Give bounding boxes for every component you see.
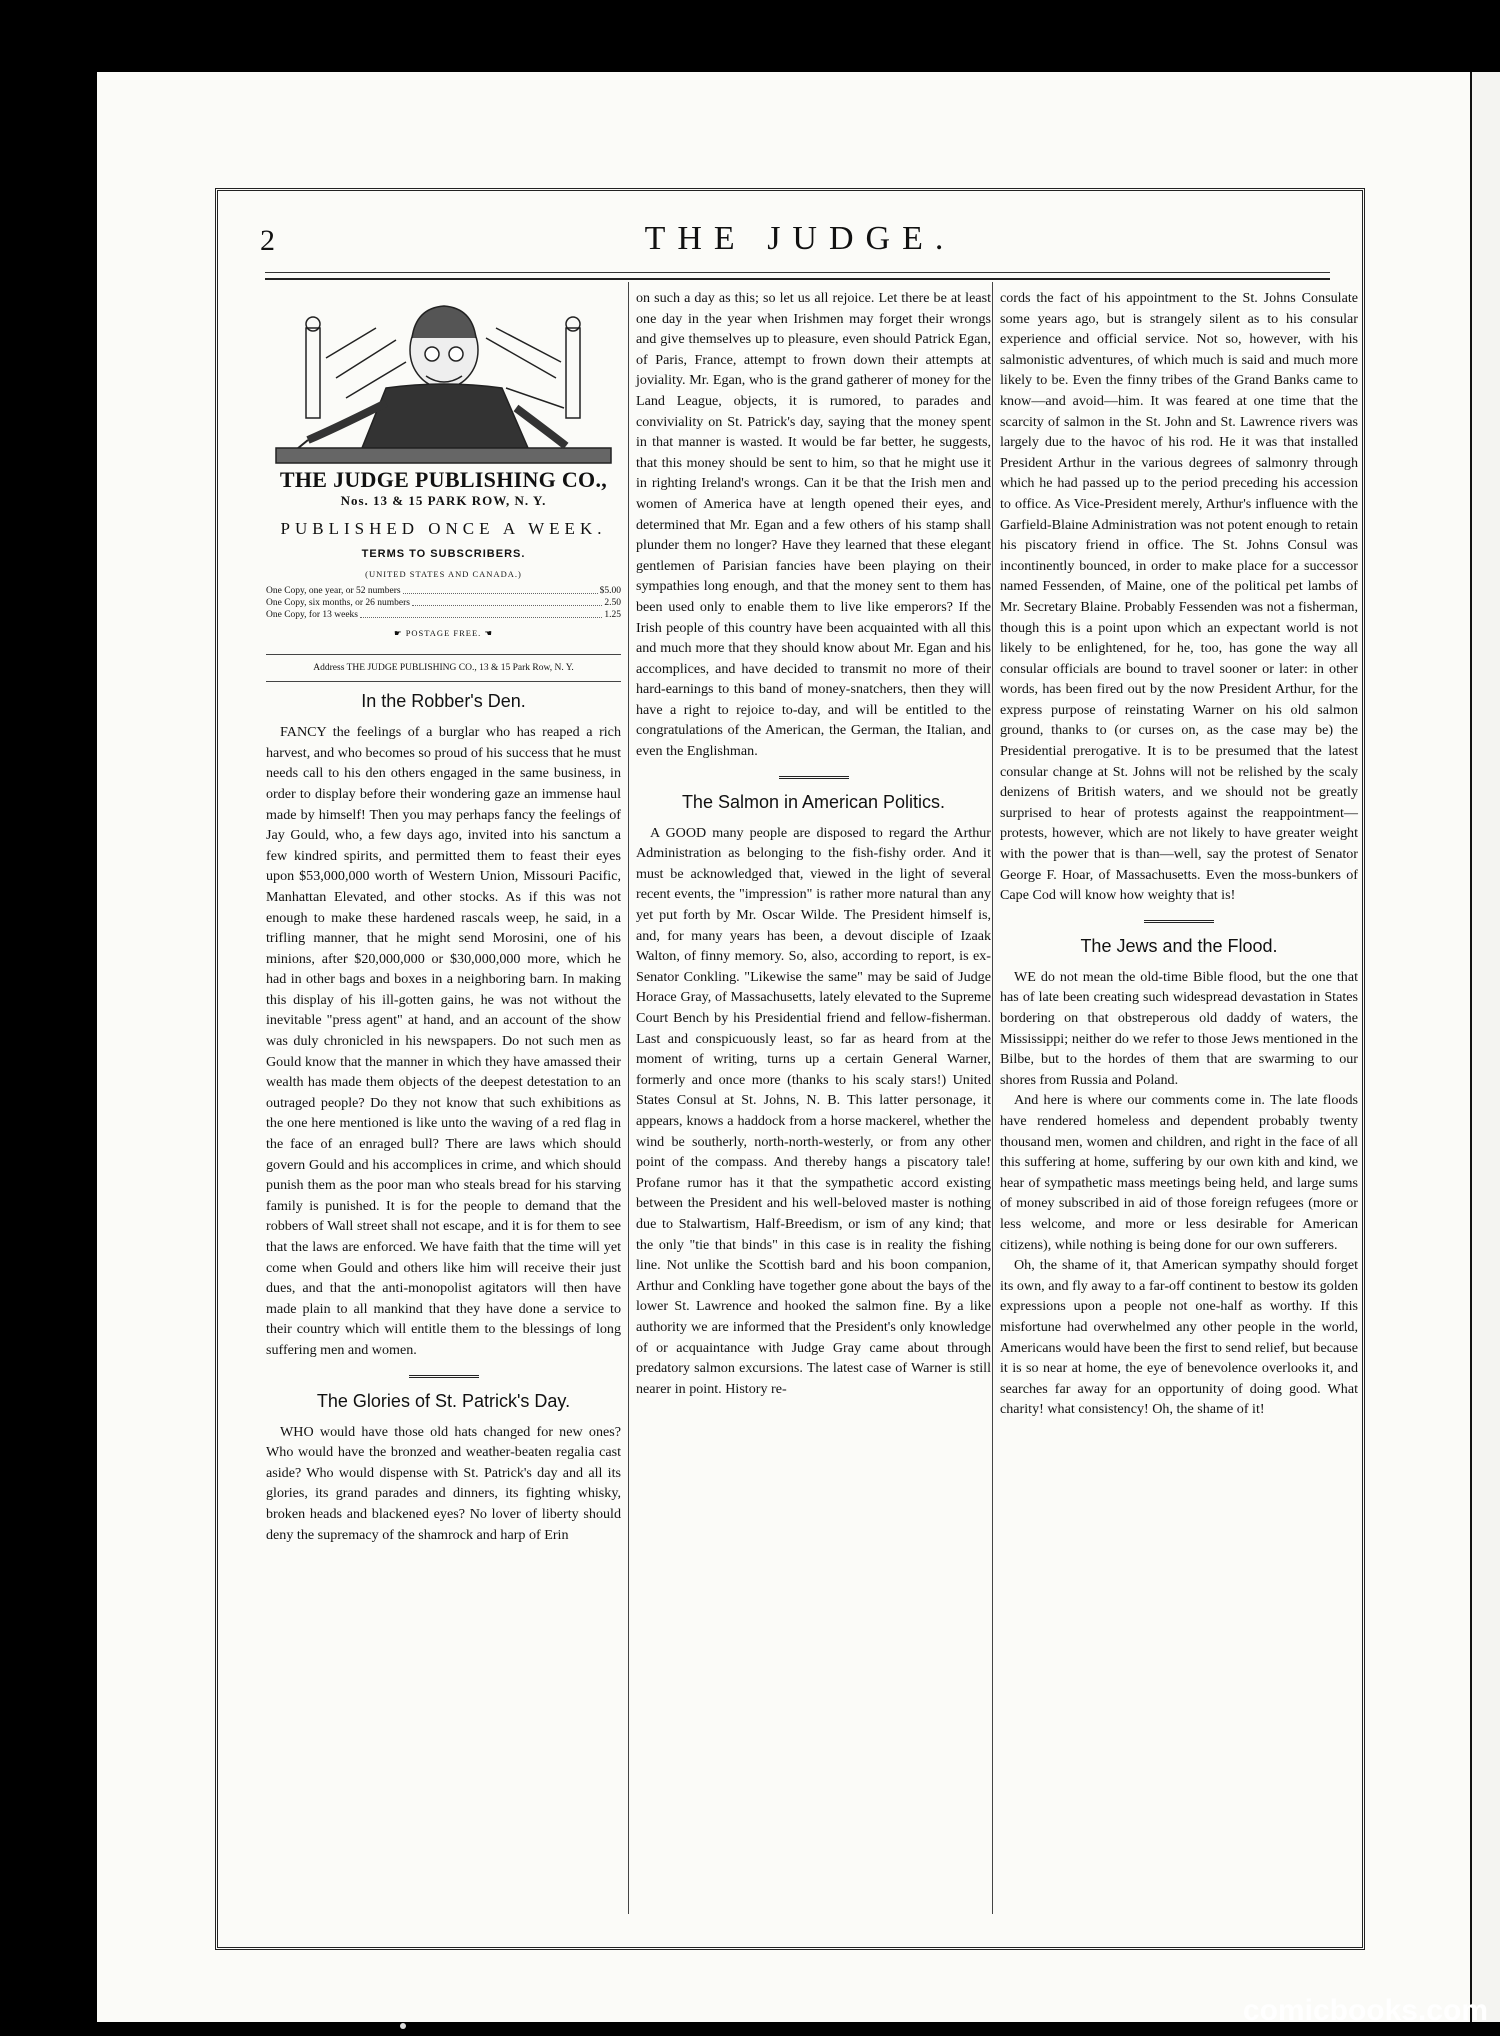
leader-dots [403, 585, 598, 594]
rate-label: One Copy, six months, or 26 numbers [266, 597, 410, 608]
scan-speck [400, 2023, 406, 2029]
pointing-hand-icon: ☚ [481, 627, 494, 638]
section-divider [779, 776, 849, 781]
column-3 [1000, 288, 1358, 1420]
section-divider [409, 1375, 479, 1380]
article-body-salmon: A GOOD many people are disposed to regard the Arthur Administration as belonging to the fish-fishy order. And it must be acknowledged that, viewed in the light of several recent events, the "impression" is rather more natural than any yet put forth by Mr. Oscar Wilde. The President himself is, and, for many years has been, a devout disciple of Izaak Walton, of finny memory. So, also, according to report, is ex-Senator Conkling. "Likewise the same" may be said of Judge Horace Gray, of Massachusetts, lately elevated to the Supreme Court Bench by his Presidential friend and fellow-fisherman. Last and conspicuously least, so far as heard from at the moment of writing, turns up a certain General Warner, formerly and once more (thanks to his scaly stars!) United States Consul at St. Johns, N. B. This latter personage, it appears, knows a haddock from a horse mackerel, whether the wind be southerly, north-north-westerly, or from any other point of the compass. And thereby hangs a piscatory tale! Profane rumor has it that the sympathetic accord existing between the President and his well-beloved master is nothing due to Stalwartism, Half-Breedism, or ism of any kind; that the only "tie that binds" in this case is in reality the fishing line. Not unlike the Scottish bard and his boon companion, Arthur and Conkling have together gone about the bays of the lower St. Lawrence and hooked the salmon fine. By a like authority we are informed that the President's only knowledge of or acquaintance with Judge Gray came about through predatory salmon excursions. The latest case of Warner is still nearer in point. History re- [636, 824, 991, 1397]
masthead-rule-double [265, 278, 1330, 280]
postage-text: POSTAGE FREE. [405, 627, 482, 638]
subscription-rate [266, 585, 621, 597]
article-body-jews-flood-p3: Oh, the shame of it, that American sympathy should forget its own, and fly away to a far-off continent to bestow its golden expressions upon a people not one-half as worthy. If this misfortune had overwhelmed any other people in the world, Americans would have been the first to send relief, but because it is so near at home, the eye of benevolence overlooks it, and searches far away for an opportunity of doing good. What charity! what consistency! Oh, the shame of it! [1000, 1257, 1358, 1418]
postage-note [266, 623, 621, 644]
article-body-salmon-continued: cords the fact of his appointment to the St. Johns Consulate some years ago, but is strangely silent as to his consular experience and official service. Not so, however, with his salmonistic adventures, of which much is said and much more likely to be. Even the finny tribes of the Grand Banks came to know—and avoid—him. It was feared at one time that the scarcity of salmon in the St. John and St. Lawrence rivers was largely due to the havoc of his rod. He it was that installed President Arthur in the various degrees of salmonry through which he had passed up to the period preceding his accession to office. As Vice-President merely, Arthur's influence with the Garfield-Blaine Administration was not potent enough to retain his piscatory friend in office. The St. Johns Consul was incontinently bounced, in order to make place for a successor named Fessenden, of Maine, one of the political pet lambs of Mr. Secretary Blaine. Probably Fessenden was not a fisherman, though this is a point upon which an expectant world is not likely to be enlightened, for he, too, has gone the way all consular officials are bound to travel sooner or later: in other words, has been fired out by the now President Arthur, for the express purpose of reinstating Warner on his old salmon ground, thanks to (or curses on, as the case may be) the Presidential prerogative. It is to be presumed that the latest consular change at St. Johns will not be relished by the scaly denizens of British waters, and we should not be greatly surprised to hear of protests against the reappointment—protests, however, which are not likely to have greater weight with the power that is than—well, say the protest of Senator George F. Hoar, of Massachusetts. Even the moss-bunkers of Cape Cod will know how weighty that is! [1000, 290, 1358, 904]
masthead-title: THE JUDGE. [644, 220, 956, 257]
rate-label: One Copy, one year, or 52 numbers [266, 585, 401, 596]
rate-price: 2.50 [604, 597, 621, 608]
article-body-jews-flood-p2: And here is where our comments come in. The late floods have rendered homeless and dependent probably twenty thousand men, women and children, and right in the face of all this suffering at home, suffering by our own kith and kind, we hear of sympathetic mass meetings being held, and large sums of money subscribed in aid of those foreign refugees (more or less welcome, and more or less desirable for American citizens), while nothing is being done for our own sufferers. [1000, 1092, 1358, 1253]
column-1 [266, 288, 621, 1545]
leader-dots [412, 597, 602, 606]
rate-label: One Copy, for 13 weeks [266, 609, 358, 620]
column-2 [636, 288, 991, 1399]
subscription-rate [266, 597, 621, 609]
subscription-rate [266, 609, 621, 621]
site-watermark: comicbooks.com [1242, 1994, 1488, 2027]
page-number: 2 [260, 224, 275, 257]
rate-price: $5.00 [599, 585, 621, 596]
pointing-hand-icon: ☛ [393, 627, 406, 638]
judge-writing-at-desk-illustration [266, 288, 621, 468]
article-title-jews-flood: The Jews and the Flood. [1080, 935, 1278, 956]
terms-subheading: (UNITED STATES AND CANADA.) [365, 569, 522, 580]
article-title-robbers-den: In the Robber's Den. [361, 691, 526, 712]
article-body-robbers-den: FANCY the feelings of a burglar who has reaped a rich harvest, and who becomes so proud of his success that he must needs call to his den others engaged in the same business, in order to display before their wondering gaze an immense haul made by himself! Then you may perhaps fancy the feelings of Jay Gould, who, a few days ago, invited into his sanctum a few kindred spirits, and permitted them to feast their eyes upon $53,000,000 worth of Western Union, Missouri Pacific, Manhattan Elevated, and other stocks. As if this was not enough to make these hardened rascals weep, he said, in a trifling manner, that he might send Morosini, one of his minions, after $20,000,000 or $30,000,000 more, which he had in other bags and boxes in a neighboring barn. In making this display of his ill-gotten gains, he was not without the inevitable "press agent" at hand, and an account of the show was duly chronicled in his newspapers. Do not such men as Gould know that the manner in which they have amassed their wealth has made them objects of the deepest detestation to an outraged people? Do they not know that such exhibitions as the one here mentioned is like unto the waving of a red flag in the face of an enraged bull? There are laws which should govern Gould and his accomplices in crime, and which should punish them as the poor man who steals bread for his starving family is punished. It is for the people to demand that the robbers of Wall street shall not escape, and it is for them to see that the laws are enforced. We have faith that the time will yet come when Gould and others like him will receive their just dues, and that the anti-monopolist agitators will then have made plain to all mankind that they have done a service to their country which will entitle them to the blessings of long suffering men and women. [266, 724, 621, 1358]
terms-heading: TERMS TO SUBSCRIBERS. [361, 547, 526, 560]
publisher-address: Nos. 13 & 15 PARK ROW, N. Y. [340, 492, 547, 508]
publication-frequency: PUBLISHED ONCE A WEEK. [280, 519, 607, 539]
leader-dots [360, 609, 602, 618]
rate-price: 1.25 [604, 609, 621, 620]
publisher-name: THE JUDGE PUBLISHING CO., [279, 467, 608, 492]
article-body-st-patricks: WHO would have those old hats changed for new ones? Who would have the bronzed and weather-beaten regalia cast aside? Who would dispense with St. Patrick's day and all its glories, its grand parades and dinners, its fighting whisky, broken heads and blackened eyes? No lover of liberty should deny the supremacy of the shamrock and harp of Erin [266, 1423, 621, 1543]
column-divider [992, 282, 993, 1914]
column-divider [628, 282, 629, 1914]
article-title-salmon: The Salmon in American Politics. [681, 791, 946, 812]
section-divider [1144, 920, 1214, 925]
masthead-rule [265, 272, 1330, 273]
article-body-st-patricks-continued: on such a day as this; so let us all rejoice. Let there be at least one day in the year when Irishmen may forget their wrongs and give themselves up to pleasure, even should Patrick Egan, of Paris, France, attempt to frown down their attempts at joviality. Mr. Egan, who is the grand gatherer of money for the Land League, objects, it is rumored, to parades and conviviality on St. Patrick's day, saying that the money spent in that manner is wasted. It would be far better, he suggests, that this money should be sent to him, so that he might use it in righting Ireland's wrongs. Can it be that the Irish men and women of America have at length opened their eyes, and determined that Mr. Egan and a few others of his stamp shall plunder them no longer? Have they learned that these elegant gentlemen of Parisian fancies have been playing on their sympathies long enough, and that the money sent to them has been used only to enable them to live like emperors? If the Irish people of this country have been acquainted with all this and much more that they should know about Mr. Egan and his accomplices, and have decided to transmit no more of their hard-earnings to this band of money-snatchers, then they will have a right to rejoice to-day, and will be entitled to the congratulations of the American, the German, the Italian, and even the Englishman. [636, 290, 991, 760]
article-title-st-patricks: The Glories of St. Patrick's Day. [316, 1390, 571, 1411]
article-body-jews-flood-p1: WE do not mean the old-time Bible flood, but the one that has of late been creating such widespread devastation in States bordering on that obstreperous old daddy of waters, the Mississippi; neither do we refer to those Jews mentioned in the Bilbe, but to the hordes of them that are swarming to our shores from Russia and Poland. [1000, 968, 1358, 1088]
adjacent-page-edge [1470, 72, 1500, 2022]
publisher-address-line: Address THE JUDGE PUBLISHING CO., 13 & 15 Park Row, N. Y. [266, 654, 621, 683]
